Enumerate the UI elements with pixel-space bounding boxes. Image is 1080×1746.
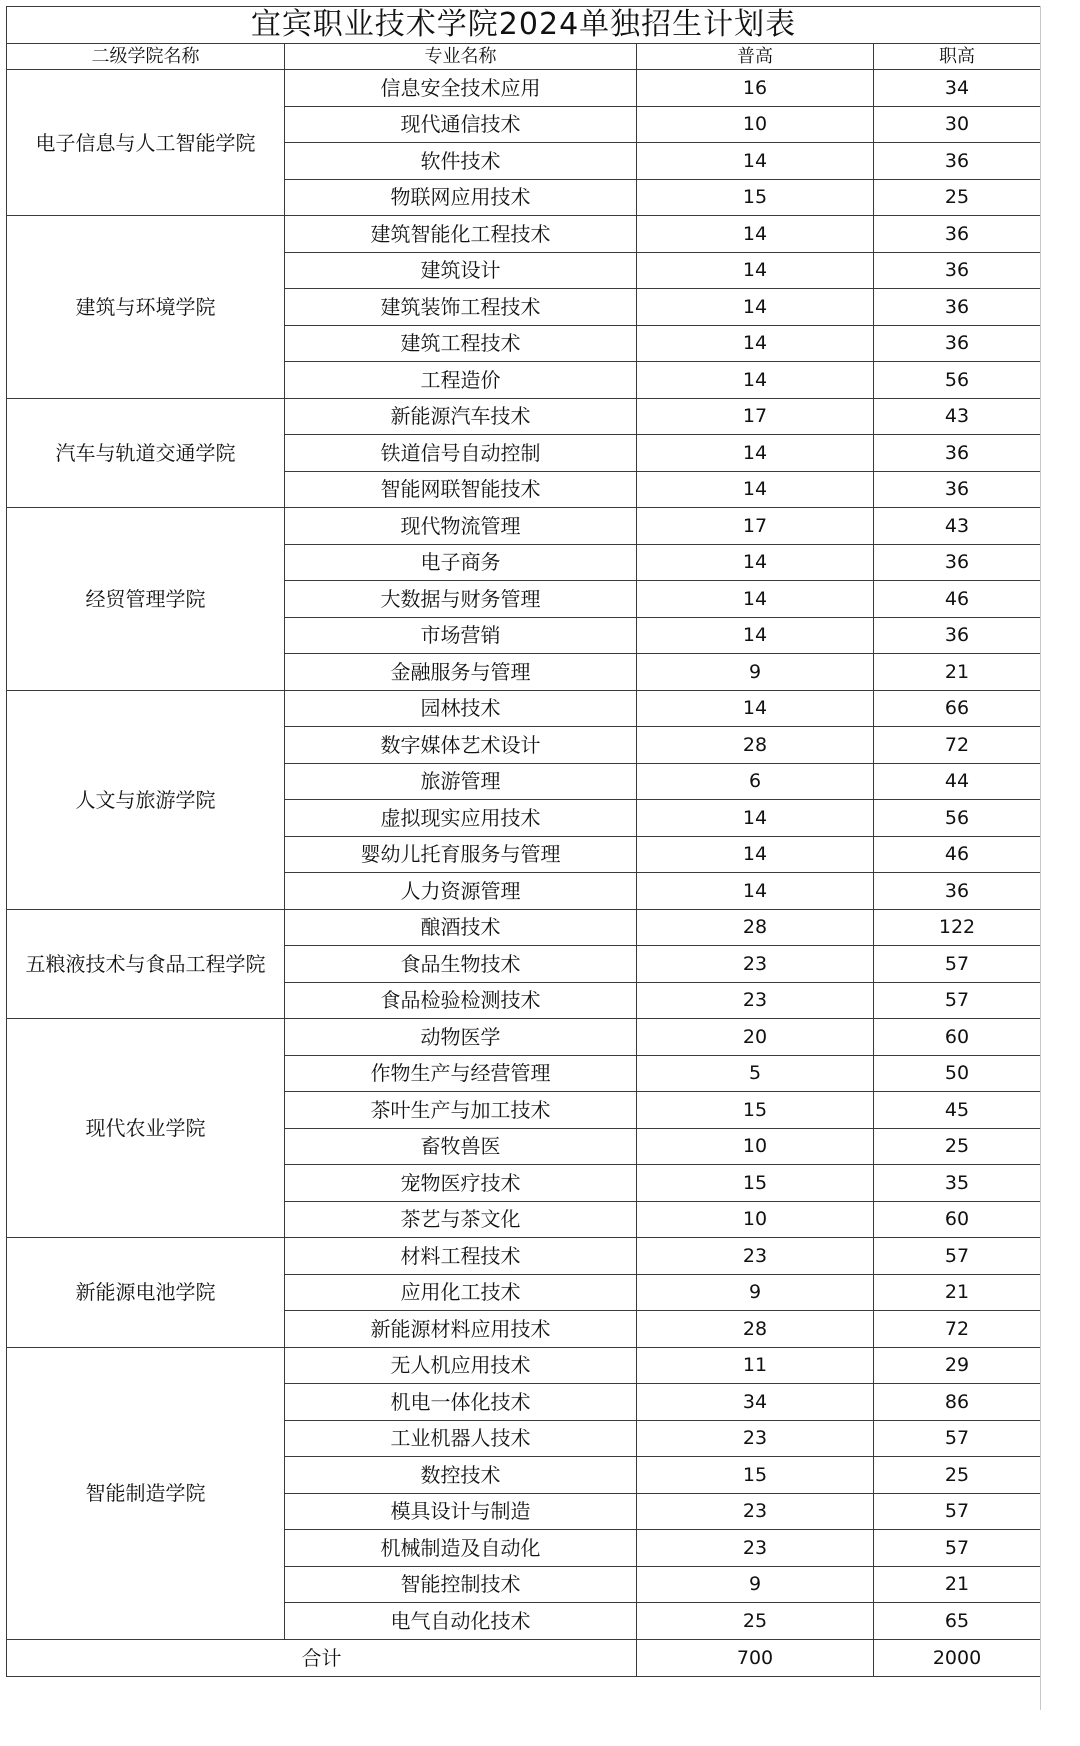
vocational-quota: 65 <box>874 1603 1041 1640</box>
vocational-quota: 25 <box>874 1128 1041 1165</box>
general-quota: 14 <box>637 289 874 326</box>
header-department: 二级学院名称 <box>7 44 285 70</box>
vocational-quota: 60 <box>874 1019 1041 1056</box>
general-quota: 15 <box>637 1457 874 1494</box>
general-quota: 14 <box>637 690 874 727</box>
major-name: 电气自动化技术 <box>285 1603 637 1640</box>
department-name: 建筑与环境学院 <box>7 216 285 399</box>
general-quota: 23 <box>637 982 874 1019</box>
department-name: 智能制造学院 <box>7 1347 285 1639</box>
table-title: 宜宾职业技术学院2024单独招生计划表 <box>7 7 1041 44</box>
vocational-quota: 36 <box>874 471 1041 508</box>
major-name: 新能源汽车技术 <box>285 398 637 435</box>
major-name: 机械制造及自动化 <box>285 1530 637 1567</box>
vocational-quota: 36 <box>874 252 1041 289</box>
general-quota: 28 <box>637 909 874 946</box>
general-quota: 14 <box>637 617 874 654</box>
department-name: 新能源电池学院 <box>7 1238 285 1348</box>
general-quota: 14 <box>637 325 874 362</box>
department-name: 现代农业学院 <box>7 1019 285 1238</box>
total-general: 700 <box>637 1639 874 1676</box>
vocational-quota: 25 <box>874 1457 1041 1494</box>
general-quota: 14 <box>637 362 874 399</box>
vocational-quota: 35 <box>874 1165 1041 1202</box>
major-name: 食品检验检测技术 <box>285 982 637 1019</box>
vocational-quota: 21 <box>874 1274 1041 1311</box>
major-name: 建筑装饰工程技术 <box>285 289 637 326</box>
vocational-quota: 36 <box>874 435 1041 472</box>
major-name: 机电一体化技术 <box>285 1384 637 1421</box>
general-quota: 14 <box>637 252 874 289</box>
vocational-quota: 56 <box>874 800 1041 837</box>
major-name: 作物生产与经营管理 <box>285 1055 637 1092</box>
general-quota: 15 <box>637 1165 874 1202</box>
general-quota: 23 <box>637 946 874 983</box>
department-name: 电子信息与人工智能学院 <box>7 70 285 216</box>
major-name: 婴幼儿托育服务与管理 <box>285 836 637 873</box>
general-quota: 25 <box>637 1603 874 1640</box>
major-name: 铁道信号自动控制 <box>285 435 637 472</box>
general-quota: 34 <box>637 1384 874 1421</box>
major-name: 建筑智能化工程技术 <box>285 216 637 253</box>
header-row <box>7 44 1041 70</box>
general-quota: 14 <box>637 471 874 508</box>
table-row <box>7 1347 1041 1384</box>
general-quota: 5 <box>637 1055 874 1092</box>
general-quota: 17 <box>637 398 874 435</box>
vocational-quota: 57 <box>874 1238 1041 1275</box>
general-quota: 14 <box>637 836 874 873</box>
department-name: 经贸管理学院 <box>7 508 285 691</box>
general-quota: 23 <box>637 1238 874 1275</box>
header-general: 普高 <box>637 44 874 70</box>
vocational-quota: 50 <box>874 1055 1041 1092</box>
general-quota: 14 <box>637 544 874 581</box>
major-name: 智能网联智能技术 <box>285 471 637 508</box>
vocational-quota: 43 <box>874 508 1041 545</box>
major-name: 建筑设计 <box>285 252 637 289</box>
major-name: 数控技术 <box>285 1457 637 1494</box>
vocational-quota: 60 <box>874 1201 1041 1238</box>
vocational-quota: 36 <box>874 216 1041 253</box>
table-row <box>7 1238 1041 1275</box>
table-row <box>7 690 1041 727</box>
vocational-quota: 36 <box>874 325 1041 362</box>
major-name: 大数据与财务管理 <box>285 581 637 618</box>
major-name: 材料工程技术 <box>285 1238 637 1275</box>
vocational-quota: 57 <box>874 1493 1041 1530</box>
header-major: 专业名称 <box>285 44 637 70</box>
vocational-quota: 43 <box>874 398 1041 435</box>
major-name: 人力资源管理 <box>285 873 637 910</box>
major-name: 工业机器人技术 <box>285 1420 637 1457</box>
major-name: 智能控制技术 <box>285 1566 637 1603</box>
major-name: 虚拟现实应用技术 <box>285 800 637 837</box>
major-name: 应用化工技术 <box>285 1274 637 1311</box>
major-name: 市场营销 <box>285 617 637 654</box>
general-quota: 10 <box>637 1201 874 1238</box>
major-name: 食品生物技术 <box>285 946 637 983</box>
vocational-quota: 122 <box>874 909 1041 946</box>
major-name: 现代通信技术 <box>285 106 637 143</box>
table-row <box>7 216 1041 253</box>
total-row <box>7 1639 1041 1676</box>
general-quota: 9 <box>637 1274 874 1311</box>
major-name: 电子商务 <box>285 544 637 581</box>
major-name: 建筑工程技术 <box>285 325 637 362</box>
major-name: 茶艺与茶文化 <box>285 1201 637 1238</box>
vocational-quota: 36 <box>874 143 1041 180</box>
table-row <box>7 508 1041 545</box>
major-name: 物联网应用技术 <box>285 179 637 216</box>
total-label: 合计 <box>7 1639 637 1676</box>
enrollment-plan-table <box>6 6 1041 1677</box>
general-quota: 20 <box>637 1019 874 1056</box>
vocational-quota: 57 <box>874 1420 1041 1457</box>
major-name: 软件技术 <box>285 143 637 180</box>
major-name: 园林技术 <box>285 690 637 727</box>
general-quota: 16 <box>637 70 874 107</box>
general-quota: 9 <box>637 654 874 691</box>
department-name: 汽车与轨道交通学院 <box>7 398 285 508</box>
table-row <box>7 398 1041 435</box>
major-name: 模具设计与制造 <box>285 1493 637 1530</box>
vocational-quota: 36 <box>874 617 1041 654</box>
general-quota: 15 <box>637 1092 874 1129</box>
vocational-quota: 36 <box>874 873 1041 910</box>
general-quota: 28 <box>637 1311 874 1348</box>
vocational-quota: 72 <box>874 1311 1041 1348</box>
vocational-quota: 46 <box>874 581 1041 618</box>
vocational-quota: 86 <box>874 1384 1041 1421</box>
table-row <box>7 70 1041 107</box>
vocational-quota: 36 <box>874 544 1041 581</box>
major-name: 茶叶生产与加工技术 <box>285 1092 637 1129</box>
vocational-quota: 44 <box>874 763 1041 800</box>
total-vocational: 2000 <box>874 1639 1041 1676</box>
vocational-quota: 29 <box>874 1347 1041 1384</box>
vocational-quota: 57 <box>874 982 1041 1019</box>
major-name: 金融服务与管理 <box>285 654 637 691</box>
vocational-quota: 56 <box>874 362 1041 399</box>
vocational-quota: 46 <box>874 836 1041 873</box>
major-name: 畜牧兽医 <box>285 1128 637 1165</box>
table-row <box>7 1019 1041 1056</box>
general-quota: 14 <box>637 435 874 472</box>
sheet-edge <box>1040 6 1080 1746</box>
vocational-quota: 21 <box>874 1566 1041 1603</box>
general-quota: 14 <box>637 143 874 180</box>
header-vocational: 职高 <box>874 44 1041 70</box>
vocational-quota: 21 <box>874 654 1041 691</box>
major-name: 无人机应用技术 <box>285 1347 637 1384</box>
general-quota: 14 <box>637 873 874 910</box>
general-quota: 14 <box>637 581 874 618</box>
major-name: 工程造价 <box>285 362 637 399</box>
vocational-quota: 57 <box>874 946 1041 983</box>
general-quota: 14 <box>637 216 874 253</box>
major-name: 旅游管理 <box>285 763 637 800</box>
general-quota: 10 <box>637 106 874 143</box>
general-quota: 9 <box>637 1566 874 1603</box>
major-name: 数字媒体艺术设计 <box>285 727 637 764</box>
major-name: 信息安全技术应用 <box>285 70 637 107</box>
general-quota: 23 <box>637 1530 874 1567</box>
general-quota: 14 <box>637 800 874 837</box>
vocational-quota: 57 <box>874 1530 1041 1567</box>
department-name: 人文与旅游学院 <box>7 690 285 909</box>
general-quota: 15 <box>637 179 874 216</box>
table-row <box>7 909 1041 946</box>
department-name: 五粮液技术与食品工程学院 <box>7 909 285 1019</box>
vocational-quota: 30 <box>874 106 1041 143</box>
general-quota: 11 <box>637 1347 874 1384</box>
major-name: 宠物医疗技术 <box>285 1165 637 1202</box>
major-name: 酿酒技术 <box>285 909 637 946</box>
general-quota: 23 <box>637 1493 874 1530</box>
vocational-quota: 72 <box>874 727 1041 764</box>
vocational-quota: 66 <box>874 690 1041 727</box>
vocational-quota: 25 <box>874 179 1041 216</box>
general-quota: 17 <box>637 508 874 545</box>
general-quota: 23 <box>637 1420 874 1457</box>
major-name: 新能源材料应用技术 <box>285 1311 637 1348</box>
vocational-quota: 45 <box>874 1092 1041 1129</box>
general-quota: 28 <box>637 727 874 764</box>
major-name: 现代物流管理 <box>285 508 637 545</box>
vocational-quota: 34 <box>874 70 1041 107</box>
vocational-quota: 36 <box>874 289 1041 326</box>
general-quota: 10 <box>637 1128 874 1165</box>
title-row <box>7 7 1041 44</box>
major-name: 动物医学 <box>285 1019 637 1056</box>
general-quota: 6 <box>637 763 874 800</box>
